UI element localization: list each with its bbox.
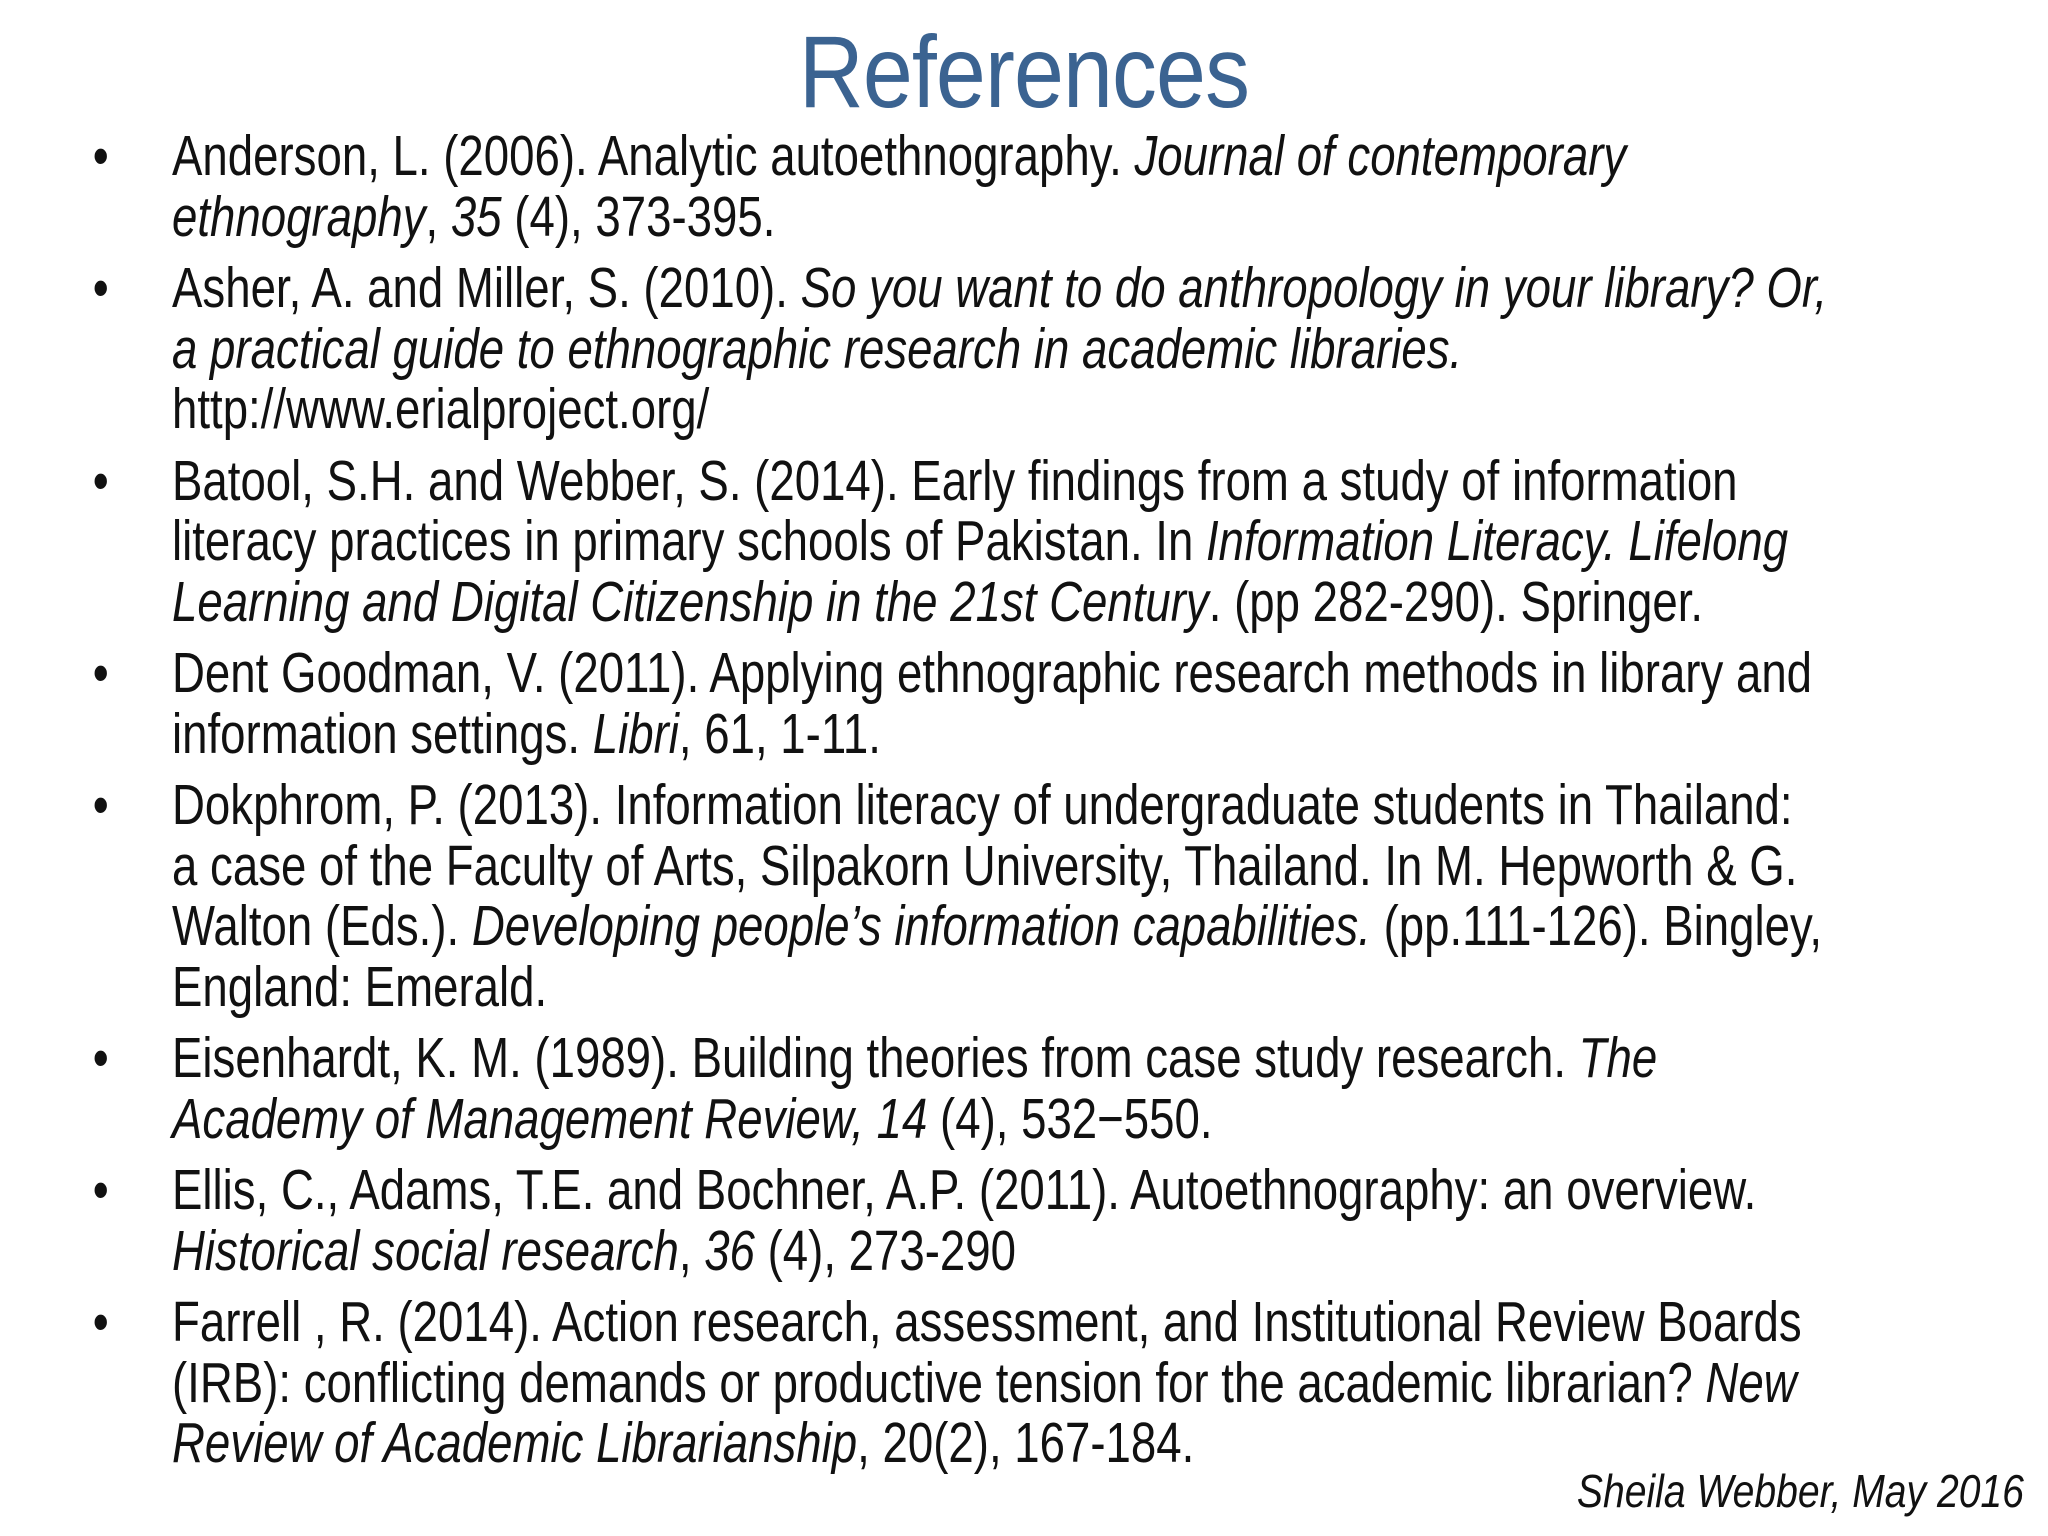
reference-text-italic: 35 xyxy=(450,184,502,249)
reference-line xyxy=(172,511,1928,572)
reference-line xyxy=(172,126,1928,187)
reference-text-italic: Learning and Digital Citizenship in the 21st Century xyxy=(172,569,1209,634)
reference-text: England: Emerald. xyxy=(172,954,548,1019)
reference-text-italic: Review of Academic Librarianship xyxy=(172,1411,858,1475)
author-credit: Sheila Webber, May 2016 xyxy=(1576,1465,2024,1517)
reference-text: Batool, S.H. and Webber, S. (2014). Early findings from a study of information xyxy=(172,448,1738,513)
reference-text: (pp.111-126). Bingley, xyxy=(1370,894,1823,958)
reference-line xyxy=(172,643,1928,704)
reference-line xyxy=(172,1292,1928,1353)
reference-list xyxy=(88,126,1928,1485)
reference-text-italic: New xyxy=(1705,1350,1797,1415)
reference-line xyxy=(172,1350,1928,1415)
bullet-icon: • xyxy=(92,448,109,513)
reference-text-italic: Libri xyxy=(592,701,679,766)
reference-item xyxy=(88,126,1928,247)
bullet-icon: • xyxy=(92,1158,109,1222)
reference-text-italic: Developing people’s information capabilities. xyxy=(471,894,1371,958)
reference-text: Ellis, C., Adams, T.E. and Bochner, A.P. (2011). Autoethnography: an overview. xyxy=(172,1158,1757,1222)
reference-text-italic: a practical guide to ethnographic research in academic libraries. xyxy=(172,316,1463,381)
bullet-icon: • xyxy=(92,641,109,705)
reference-line xyxy=(172,1160,1928,1221)
reference-text-italic: So you want to do anthropology in your library? Or, xyxy=(800,256,1828,320)
reference-item xyxy=(88,448,1928,634)
reference-text-italic: Journal of contemporary xyxy=(1134,124,1627,188)
reference-text: , 20(2), 167-184. xyxy=(857,1411,1195,1475)
reference-text: Anderson, L. (2006). Analytic autoethnography. xyxy=(172,124,1135,188)
reference-item xyxy=(88,775,1928,1017)
reference-item xyxy=(88,643,1928,764)
reference-text-italic: Historical social research xyxy=(172,1218,679,1283)
reference-text: (IRB): conflicting demands or productive tension for the academic librarian? xyxy=(172,1350,1706,1415)
reference-line xyxy=(172,701,1928,766)
reference-text: a case of the Faculty of Arts, Silpakorn University, Thailand. In M. Hepworth & G. xyxy=(172,833,1798,898)
reference-text: (4), 532−550. xyxy=(927,1086,1213,1151)
reference-text: http://www.erialproject.org/ xyxy=(172,377,710,441)
reference-line xyxy=(172,1218,1928,1283)
reference-text: , xyxy=(425,184,451,249)
reference-text: Dokphrom, P. (2013). Information literacy of undergraduate students in Thailand: xyxy=(172,773,1793,837)
bullet-icon: • xyxy=(92,124,109,188)
bullet-icon: • xyxy=(92,773,109,837)
reference-item xyxy=(88,1160,1928,1281)
reference-text: Asher, A. and Miller, S. (2010). xyxy=(172,256,801,320)
reference-line xyxy=(172,1028,1928,1089)
reference-item xyxy=(88,1028,1928,1149)
reference-text-italic: Academy of Management Review, 14 xyxy=(172,1086,928,1151)
reference-line xyxy=(172,1086,1928,1151)
reference-text: (4), 273-290 xyxy=(754,1218,1016,1283)
reference-text: Dent Goodman, V. (2011). Applying ethnographic research methods in library and xyxy=(172,641,1813,705)
reference-text: Walton (Eds.). xyxy=(172,894,472,958)
reference-text-italic: Information Literacy. Lifelong xyxy=(1206,509,1789,573)
reference-text: . (pp 282-290). Springer. xyxy=(1208,569,1704,634)
reference-line xyxy=(172,833,1928,898)
reference-text-italic: The xyxy=(1578,1026,1658,1090)
reference-text: information settings. xyxy=(172,701,593,766)
page-title: References xyxy=(798,15,1250,129)
reference-line xyxy=(172,184,1928,249)
reference-item xyxy=(88,1292,1928,1474)
reference-text: (4), 373-395. xyxy=(501,184,776,249)
reference-line xyxy=(172,316,1928,381)
reference-line xyxy=(172,775,1928,836)
reference-text-italic: ethnography xyxy=(172,184,426,249)
reference-text-italic: 36 xyxy=(704,1218,755,1283)
reference-line xyxy=(172,954,1928,1019)
bullet-icon: • xyxy=(92,1026,109,1090)
reference-line xyxy=(172,896,1928,957)
reference-line xyxy=(172,258,1928,319)
reference-line xyxy=(172,379,1928,440)
reference-text: , 61, 1-11. xyxy=(678,701,881,766)
reference-text: Farrell , R. (2014). Action research, assessment, and Institutional Review Boards xyxy=(172,1290,1802,1354)
reference-line xyxy=(172,448,1928,513)
bullet-icon: • xyxy=(92,256,109,320)
bullet-icon: • xyxy=(92,1290,109,1354)
reference-item xyxy=(88,258,1928,440)
reference-line xyxy=(172,569,1928,634)
reference-text: Eisenhardt, K. M. (1989). Building theories from case study research. xyxy=(172,1026,1579,1090)
reference-text: literacy practices in primary schools of Pakistan. In xyxy=(172,509,1206,573)
reference-text: , xyxy=(678,1218,705,1283)
